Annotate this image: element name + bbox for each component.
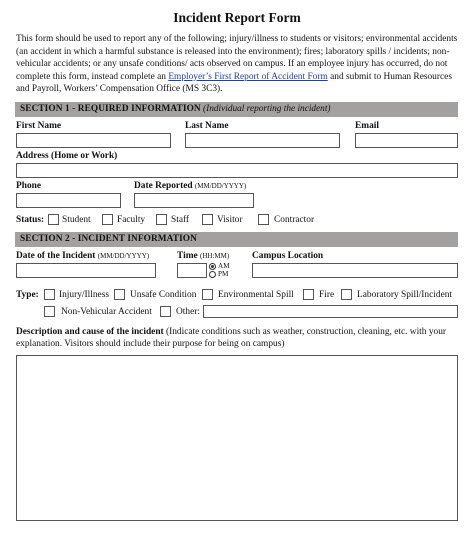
- am-label: AM: [218, 262, 230, 270]
- address-label: Address (Home or Work): [16, 151, 118, 161]
- time-label: [177, 251, 229, 262]
- type-fire-checkbox[interactable]: [303, 289, 314, 300]
- date-incident-format: (MM/DD/YYYY): [97, 252, 150, 260]
- date-reported-text: Date Reported: [134, 181, 193, 191]
- status-faculty-checkbox[interactable]: [102, 214, 113, 225]
- type-non-vehicular-checkbox[interactable]: [44, 306, 55, 317]
- employer-report-link[interactable]: Employer’s First Report of Accident Form: [168, 71, 328, 82]
- type-fire-label: Fire: [319, 290, 335, 300]
- section-1-title: SECTION 1 - REQUIRED INFORMATION: [20, 104, 201, 114]
- last-name-label: Last Name: [185, 121, 229, 131]
- pm-radio[interactable]: [209, 270, 228, 278]
- status-visitor-checkbox[interactable]: [202, 214, 213, 225]
- campus-location-field[interactable]: [252, 263, 458, 278]
- type-environmental-checkbox[interactable]: [202, 289, 213, 300]
- type-other-checkbox[interactable]: [160, 306, 171, 317]
- description-hint: (Indicate conditions such as weather, construction, cleaning, etc. with your explanation. Visitors should include their purpose for being on campus): [16, 327, 447, 350]
- last-name-field[interactable]: [185, 133, 340, 148]
- type-environmental-label: Environmental Spill: [218, 290, 294, 300]
- phone-field[interactable]: [16, 193, 121, 208]
- type-unsafe-label: Unsafe Condition: [130, 290, 197, 300]
- date-incident-text: Date of the Incident: [16, 251, 96, 261]
- time-field[interactable]: [177, 263, 207, 278]
- campus-location-label: Campus Location: [252, 251, 324, 261]
- am-radio[interactable]: [209, 262, 230, 270]
- pm-label: PM: [218, 270, 229, 278]
- other-type-field[interactable]: [203, 305, 458, 318]
- type-injury-label: Injury/Illness: [59, 290, 109, 300]
- first-name-label: First Name: [16, 121, 62, 131]
- type-label: Type:: [16, 290, 39, 300]
- type-injury-checkbox[interactable]: [44, 289, 55, 300]
- type-other-label: Other:: [176, 307, 200, 317]
- form-title: Incident Report Form: [173, 10, 301, 25]
- section-1-header: [15, 102, 458, 117]
- type-unsafe-checkbox[interactable]: [114, 289, 125, 300]
- status-faculty-label: Faculty: [117, 215, 146, 225]
- type-non-vehicular-label: Non-Vehicular Accident: [61, 307, 152, 317]
- section-1-subtitle: (Individual reporting the incident): [203, 104, 331, 114]
- section-2-title: SECTION 2 - INCIDENT INFORMATION: [20, 234, 197, 244]
- date-incident-label: [16, 251, 149, 262]
- date-reported-format: (MM/DD/YYYY): [194, 182, 247, 190]
- time-text: Time: [177, 251, 198, 261]
- intro-text-2: and submit to Human Resources and Payroll, Workers’ Compensation Office (MS 3C3).: [16, 71, 452, 95]
- status-label: Status:: [16, 215, 45, 225]
- date-incident-field[interactable]: [16, 263, 156, 278]
- section-2-header: [15, 232, 458, 247]
- status-student-label: Student: [62, 215, 91, 225]
- email-field[interactable]: [355, 133, 458, 148]
- first-name-field[interactable]: [16, 133, 171, 148]
- email-label: Email: [355, 121, 379, 131]
- intro-text-1: This form should be used to report any of the following; injury/illness to students or visitors; environmental accidents (an accident in which a harmful substance is released into the environment); fires; laboratory spills / incidents; non-vehicular accidents; or any unsafe conditions/ acts observed on campus. If an employee injury has occurred, do not complete this form, instead complete an: [16, 34, 458, 82]
- time-format: (HH:MM): [200, 252, 230, 260]
- address-field[interactable]: [16, 163, 458, 178]
- pm-radio-icon: [209, 271, 216, 278]
- status-staff-checkbox[interactable]: [156, 214, 167, 225]
- status-visitor-label: Visitor: [217, 215, 243, 225]
- status-student-checkbox[interactable]: [48, 214, 59, 225]
- status-staff-label: Staff: [171, 215, 190, 225]
- type-lab-spill-label: Laboratory Spill/Incident: [357, 290, 453, 300]
- description-textarea[interactable]: [16, 355, 458, 521]
- am-radio-icon: [209, 263, 216, 270]
- description-prompt: [16, 326, 458, 351]
- status-contractor-label: Contractor: [274, 215, 315, 225]
- type-lab-spill-checkbox[interactable]: [341, 289, 352, 300]
- description-label: Description and cause of the incident: [16, 327, 164, 337]
- status-contractor-checkbox[interactable]: [258, 214, 269, 225]
- date-reported-label: [134, 181, 246, 192]
- phone-label: Phone: [16, 181, 42, 191]
- date-reported-field[interactable]: [134, 193, 254, 208]
- intro-paragraph: [16, 33, 458, 96]
